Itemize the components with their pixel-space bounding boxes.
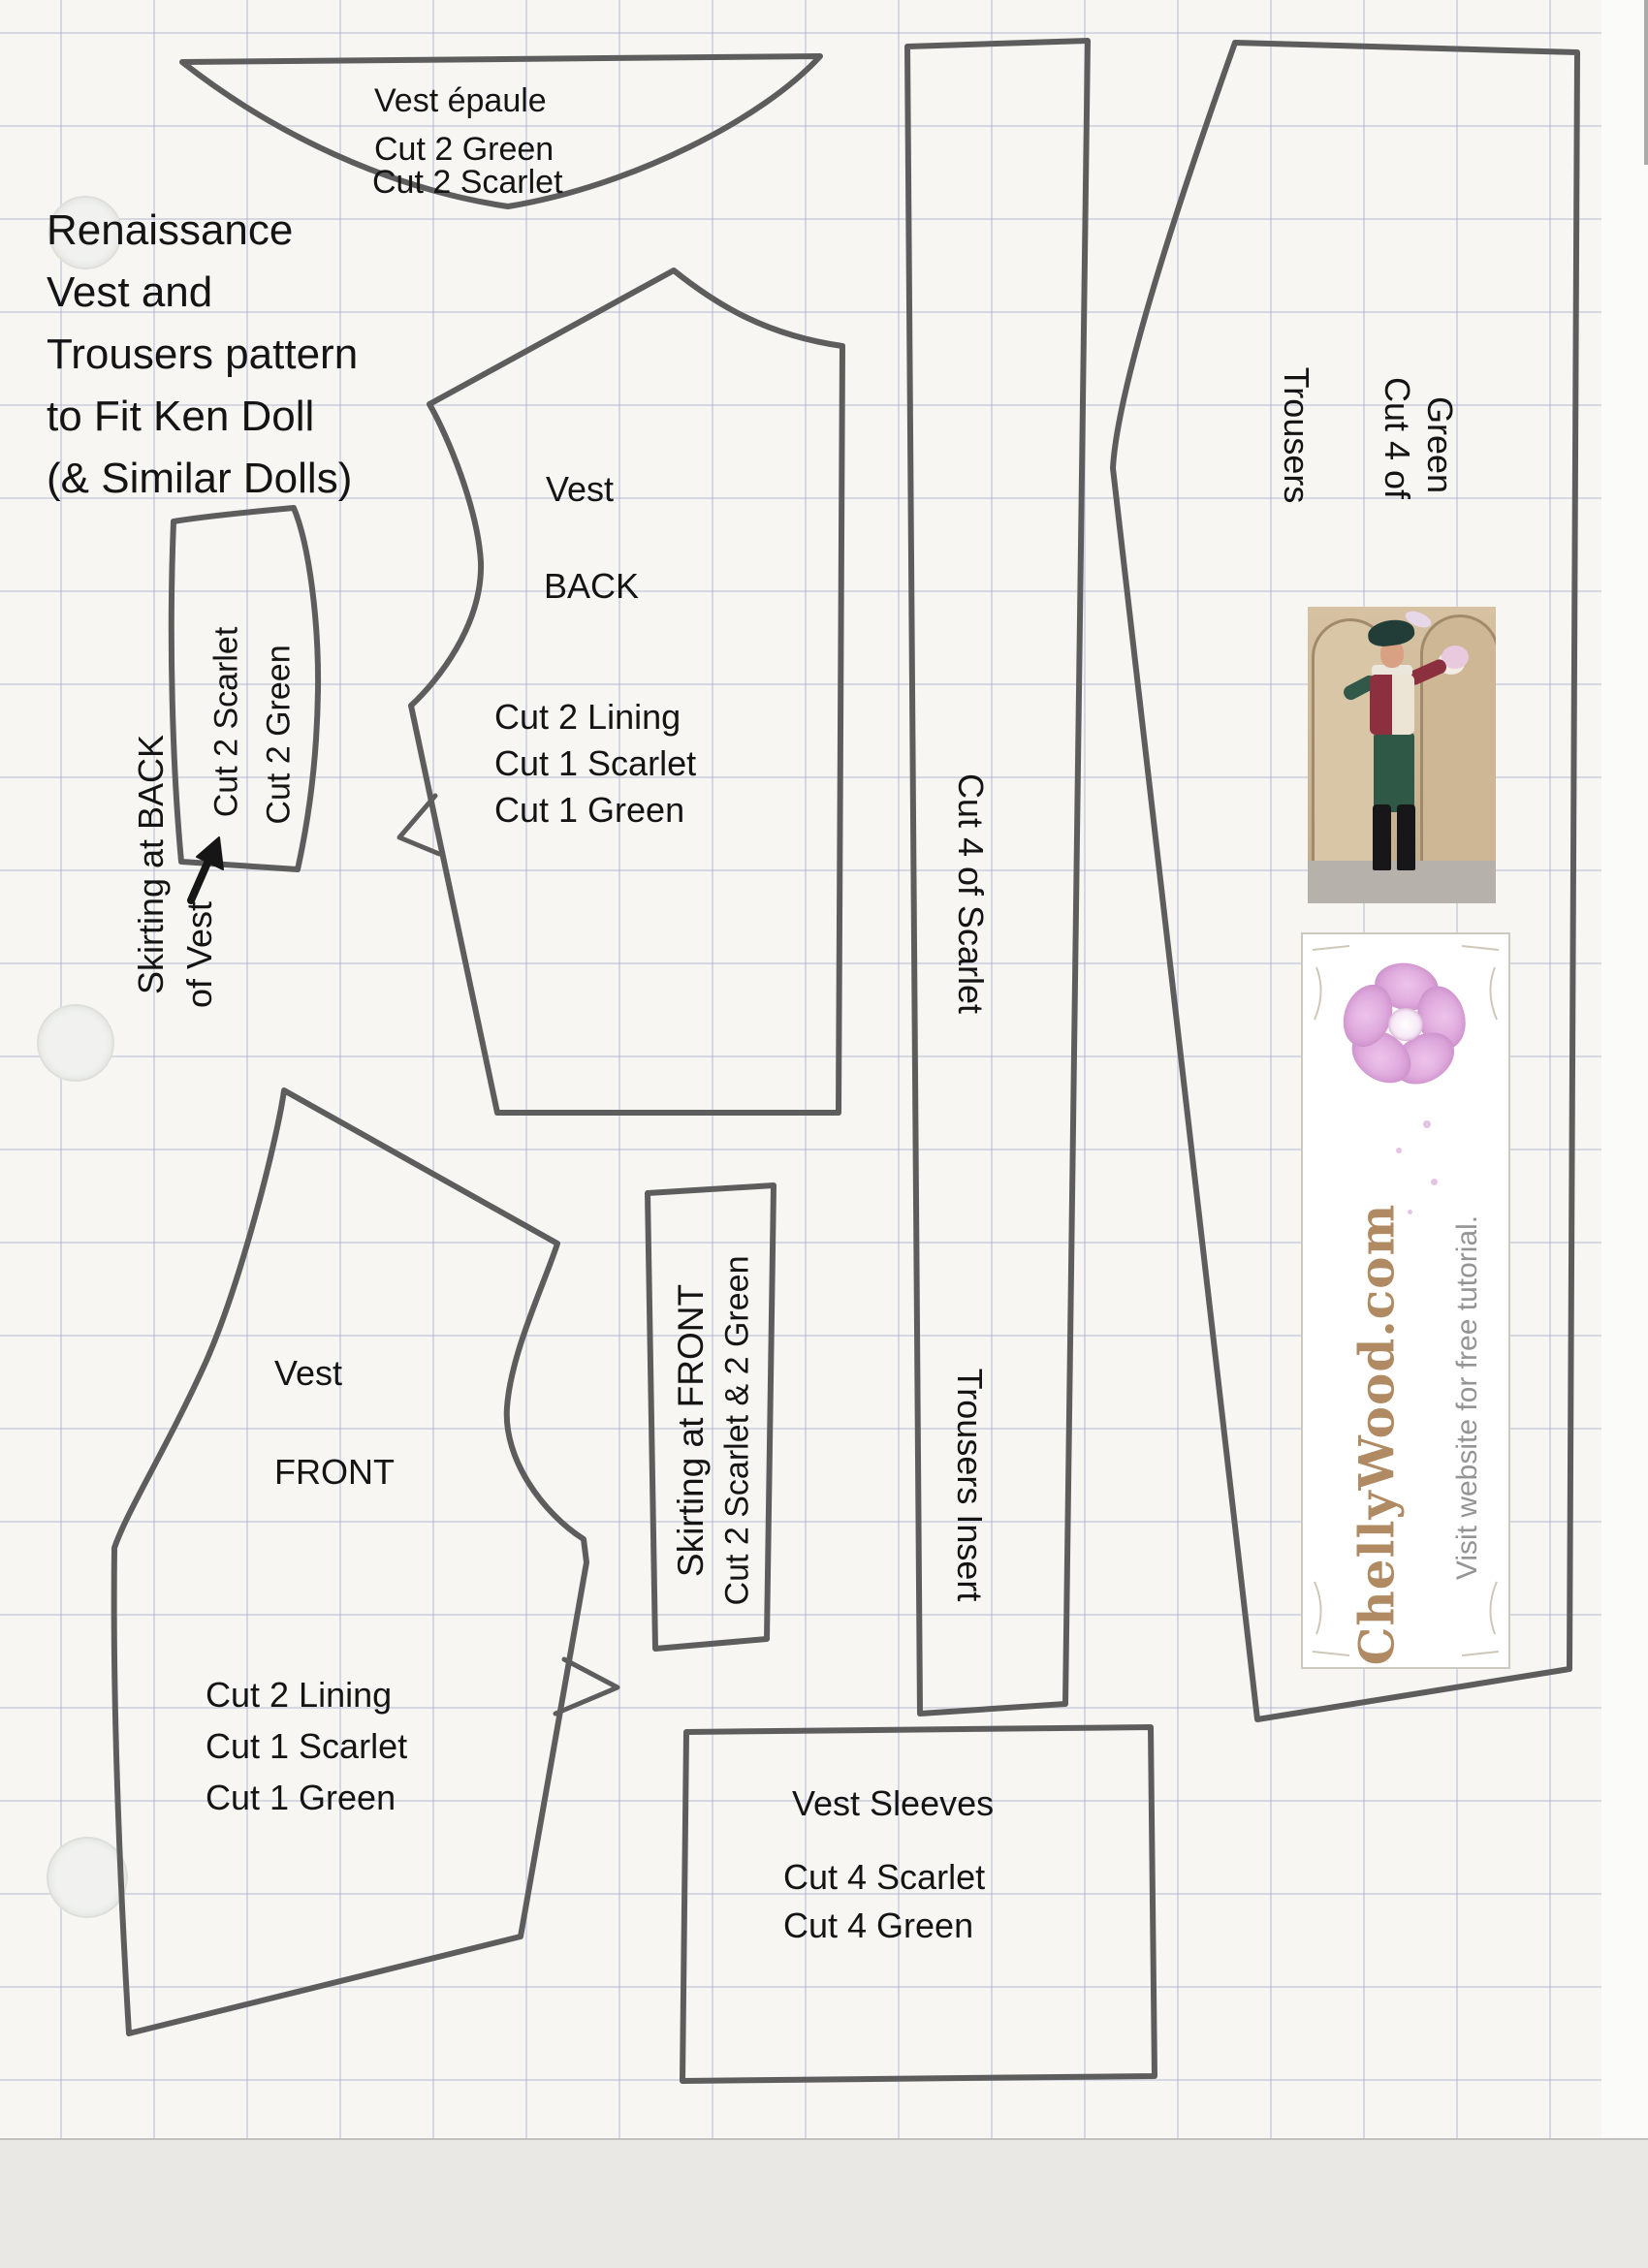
speckle (1431, 1179, 1438, 1185)
trousers-cut-line2: Green (1420, 395, 1460, 494)
doll-photo (1308, 607, 1496, 903)
vest-back-part: BACK (544, 566, 640, 606)
doll-boot (1373, 804, 1391, 870)
skirting-front-cut: Cut 2 Scarlet & 2 Green (718, 1255, 756, 1606)
doll-boot (1397, 804, 1415, 870)
title-line: Vest and (47, 268, 213, 316)
vest-front-cut-instructions (206, 1669, 407, 1823)
title-line: Trousers pattern (47, 331, 359, 378)
vest-sleeves-title: Vest Sleeves (792, 1783, 995, 1823)
vest-back-outline (411, 270, 842, 1113)
doll-trousers (1374, 733, 1414, 812)
vest-back-cut-instructions (494, 694, 696, 834)
logo-brand-text: ChellyWood.com (1347, 1203, 1406, 1666)
cut-line: Cut 2 Lining (206, 1675, 393, 1715)
vest-sleeves-cut-instructions (783, 1853, 985, 1950)
vest-back-title: Vest (546, 469, 615, 509)
vest-front-part: FRONT (274, 1452, 395, 1492)
title-line: to Fit Ken Doll (47, 393, 315, 440)
trousers-cut-line1: Cut 4 of (1378, 376, 1417, 500)
trousers-insert-outline (907, 41, 1088, 1714)
skirting-back-cut-green: Cut 2 Green (260, 645, 298, 825)
cut-line: Cut 1 Green (494, 790, 685, 830)
title-line: (& Similar Dolls) (47, 455, 353, 502)
trousers-label: Trousers (1277, 366, 1316, 504)
vest-front-title: Vest (274, 1353, 343, 1393)
cut-line: Cut 1 Scarlet (206, 1726, 408, 1766)
trousers-insert-label: Trousers Insert (950, 1368, 990, 1602)
cut-line: Cut 1 Green (206, 1778, 396, 1817)
logo-tagline-text: Visit website for free tutorial. (1451, 1214, 1483, 1581)
vest-epaule-cut-scarlet: Cut 2 Scarlet (372, 164, 563, 201)
speckle (1396, 1148, 1402, 1153)
trousers-insert-cut: Cut 4 of Scarlet (951, 772, 991, 1015)
skirting-back-caption-line2: of Vest (179, 900, 219, 1009)
cut-line: Cut 2 Lining (494, 697, 681, 737)
speckle (1408, 1210, 1412, 1214)
vest-epaule-title: Vest épaule (374, 82, 547, 119)
speckle (1423, 1120, 1431, 1128)
vest-front-outline (114, 1090, 586, 2033)
cut-line: Cut 4 Scarlet (783, 1857, 986, 1897)
cut-line: Cut 1 Scarlet (494, 743, 697, 783)
skirting-back-cut-scarlet: Cut 2 Scarlet (207, 626, 245, 818)
doll-vest (1370, 675, 1414, 735)
chellywood-logo-box (1301, 932, 1510, 1669)
title-line: Renaissance (47, 206, 294, 254)
skirting-back-caption-line1: Skirting at BACK (131, 734, 171, 995)
vest-epaule-cut-green: Cut 2 Green (374, 131, 555, 168)
skirting-front-label: Skirting at FRONT (671, 1283, 711, 1578)
page-title (47, 200, 358, 510)
skirting-back-arrow (191, 837, 223, 900)
cut-line: Cut 4 Green (783, 1906, 974, 1945)
